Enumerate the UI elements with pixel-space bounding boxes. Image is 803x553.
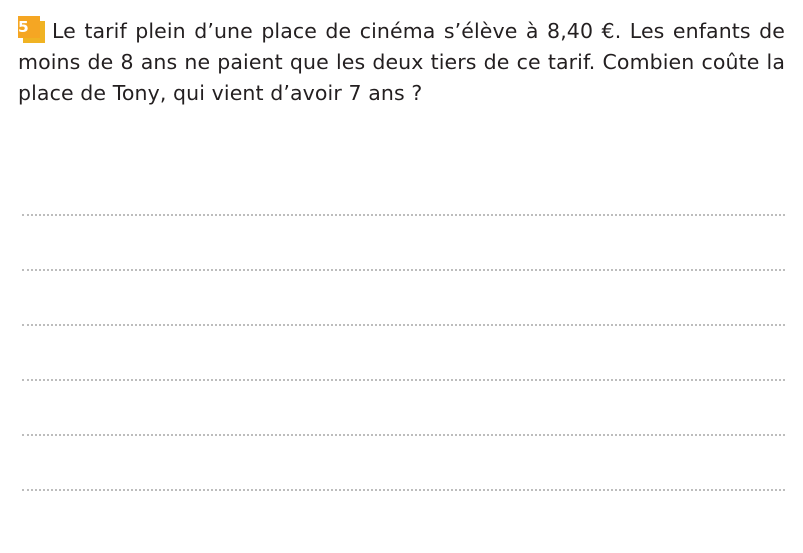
dotted-rule (22, 214, 785, 216)
answer-line[interactable] (22, 196, 785, 251)
dotted-rule (22, 269, 785, 271)
answer-line[interactable] (22, 416, 785, 471)
exercise-number-label: 5 (18, 16, 40, 38)
answer-line[interactable] (22, 251, 785, 306)
exercise-number-badge (18, 16, 45, 43)
answer-line[interactable] (22, 361, 785, 416)
answer-line[interactable] (22, 306, 785, 361)
answer-line[interactable] (22, 471, 785, 526)
dotted-rule (22, 324, 785, 326)
answer-area (22, 196, 785, 526)
dotted-rule (22, 489, 785, 491)
exercise-text: Le tarif plein d’une place de cinéma s’élève à 8,40 €. Les enfants de moins de 8 ans ne paient que les deux tiers de ce tarif. Combien coûte la place de Tony, qui vient d’avoir 7 ans ? (18, 19, 785, 105)
exercise-statement (18, 16, 785, 109)
dotted-rule (22, 379, 785, 381)
dotted-rule (22, 434, 785, 436)
